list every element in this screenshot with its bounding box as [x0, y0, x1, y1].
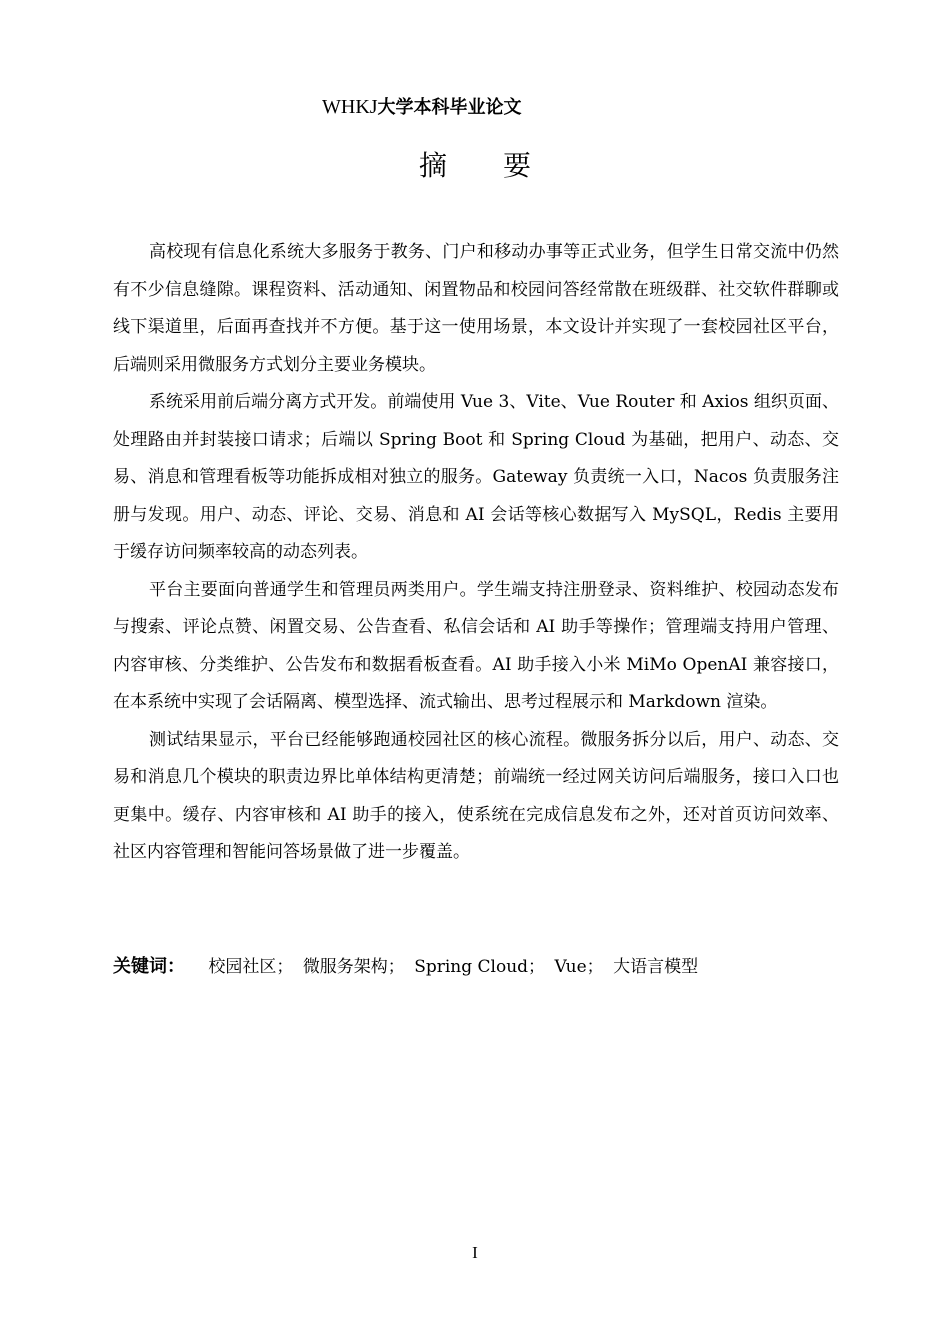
- keywords-line: [113, 950, 839, 984]
- page-number: I: [472, 1243, 478, 1262]
- keyword-item: Vue；: [554, 957, 604, 977]
- abstract-paragraph-4: 测试结果显示，平台已经能够跑通校园社区的核心流程。微服务拆分以后，用户、动态、交易和消息几个模块的职责边界比单体结构更清楚；前端统一经过网关访问后端服务，接口入口也更集中。缓存、内容审核和 AI 助手的接入，使系统在完成信息发布之外，还对首页访问效率、社区内容管理和智能问答场景做了进一步覆盖。: [113, 729, 839, 862]
- keyword-item: 微服务架构；: [302, 957, 405, 977]
- abstract-body: [113, 234, 839, 872]
- abstract-title: [0, 148, 950, 184]
- keyword-item: 大语言模型: [613, 957, 699, 977]
- abstract-paragraph-1: 高校现有信息化系统大多服务于教务、门户和移动办事等正式业务，但学生日常交流中仍然有不少信息缝隙。课程资料、活动通知、闲置物品和校园问答经常散在班级群、社交软件群聊或线下渠道里，后面再查找并不方便。基于这一使用场景，本文设计并实现了一套校园社区平台，后端则采用微服务方式划分主要业务模块。: [113, 242, 839, 375]
- keywords-label: 关键词：: [113, 956, 185, 977]
- keyword-item: Spring Cloud；: [414, 957, 546, 977]
- abstract-title-char-1: 摘: [418, 149, 447, 182]
- abstract-title-char-2: 要: [503, 149, 532, 182]
- header-thesis-label: 大学本科毕业论文: [377, 97, 522, 118]
- running-header: [322, 94, 622, 121]
- abstract-paragraph-2: 系统采用前后端分离方式开发。前端使用 Vue 3、Vite、Vue Router 和 Axios 组织页面、处理路由并封装接口请求；后端以 Spring Boot 和 Spring Cloud 为基础，把用户、动态、交易、消息和管理看板等功能拆成相对独立的服务。Gateway 负责统一入口，Nacos 负责服务注册与发现。用户、动态、评论、交易、消息和 AI 会话等核心数据写入 MySQL，Redis 主要用于缓存访问频率较高的动态列表。: [113, 392, 839, 562]
- abstract-paragraph-3: 平台主要面向普通学生和管理员两类用户。学生端支持注册登录、资料维护、校园动态发布与搜索、评论点赞、闲置交易、公告查看、私信会话和 AI 助手等操作；管理端支持用户管理、内容审核、分类维护、公告发布和数据看板查看。AI 助手接入小米 MiMo OpenAI 兼容接口，在本系统中实现了会话隔离、模型选择、流式输出、思考过程展示和 Markdown 渲染。: [113, 579, 839, 712]
- header-university-code: WHKJ: [322, 96, 378, 118]
- keyword-item: 校园社区；: [208, 957, 294, 977]
